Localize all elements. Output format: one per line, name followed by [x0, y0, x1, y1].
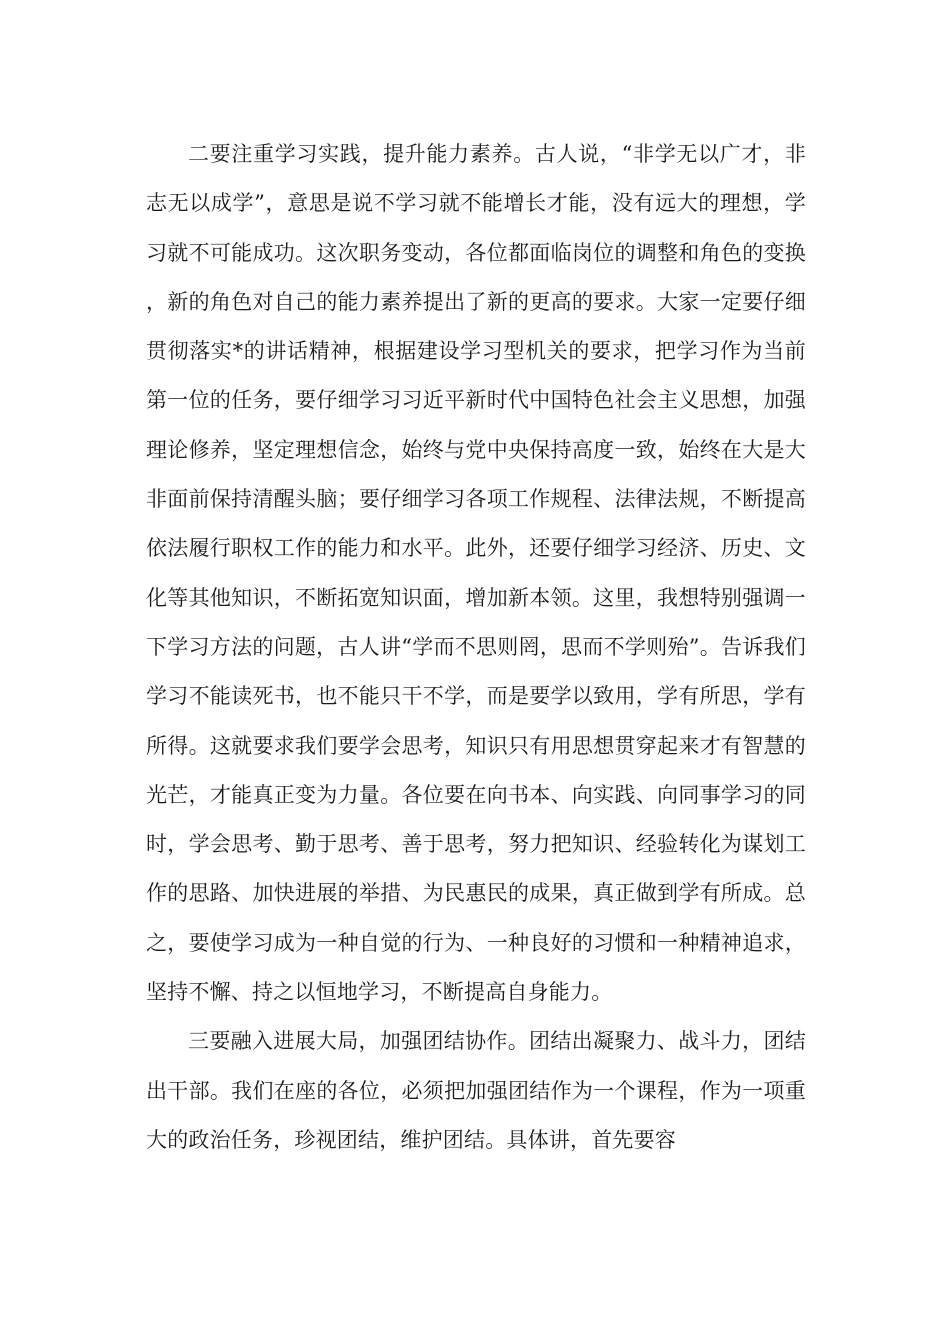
paragraph-2: 二要注重学习实践，提升能力素养。古人说，“非学无以广才，非志无以成学”，意思是说不学习就不能增长才能，没有远大的理想，学习就不可能成功。这次职务变动，各位都面临岗位的调整和角色的变换，新的角色对自己的能力素养提出了新的更高的要求。大家一定要仔细贯彻落实*的讲话精神，根据建设学习型机关的要求，把学习作为当前第一位的任务，要仔细学习习近平新时代中国特色社会主义思想，加强理论修养，坚定理想信念，始终与党中央保持高度一致，始终在大是大非面前保持清醒头脑；要仔细学习各项工作规程、法律法规，不断提高依法履行职权工作的能力和水平。此外，还要仔细学习经济、历史、文化等其他知识，不断拓宽知识面，增加新本领。这里，我想特别强调一下学习方法的问题，古人讲“学而不思则罔，思而不学则殆”。告诉我们学习不能读死书，也不能只干不学，而是要学以致用，学有所思，学有所得。这就要求我们要学会思考，知识只有用思想贯穿起来才有智慧的光芒，才能真正变为力量。各位要在向书本、向实践、向同事学习的同时，学会思考、勤于思考、善于思考，努力把知识、经验转化为谋划工作的思路、加快进展的举措、为民惠民的成果，真正做到学有所成。总之，要使学习成为一种自觉的行为、一种良好的习惯和一种精神追求，坚持不懈、持之以恒地学习，不断提高自身能力。: [146, 142, 806, 1005]
document-body: [146, 130, 806, 1165]
paragraph-3: 三要融入进展大局，加强团结协作。团结出凝聚力、战斗力，团结出干部。我们在座的各位，必须把加强团结作为一个课程，作为一项重大的政治任务，珍视团结，维护团结。具体讲，首先要容: [146, 1029, 806, 1152]
